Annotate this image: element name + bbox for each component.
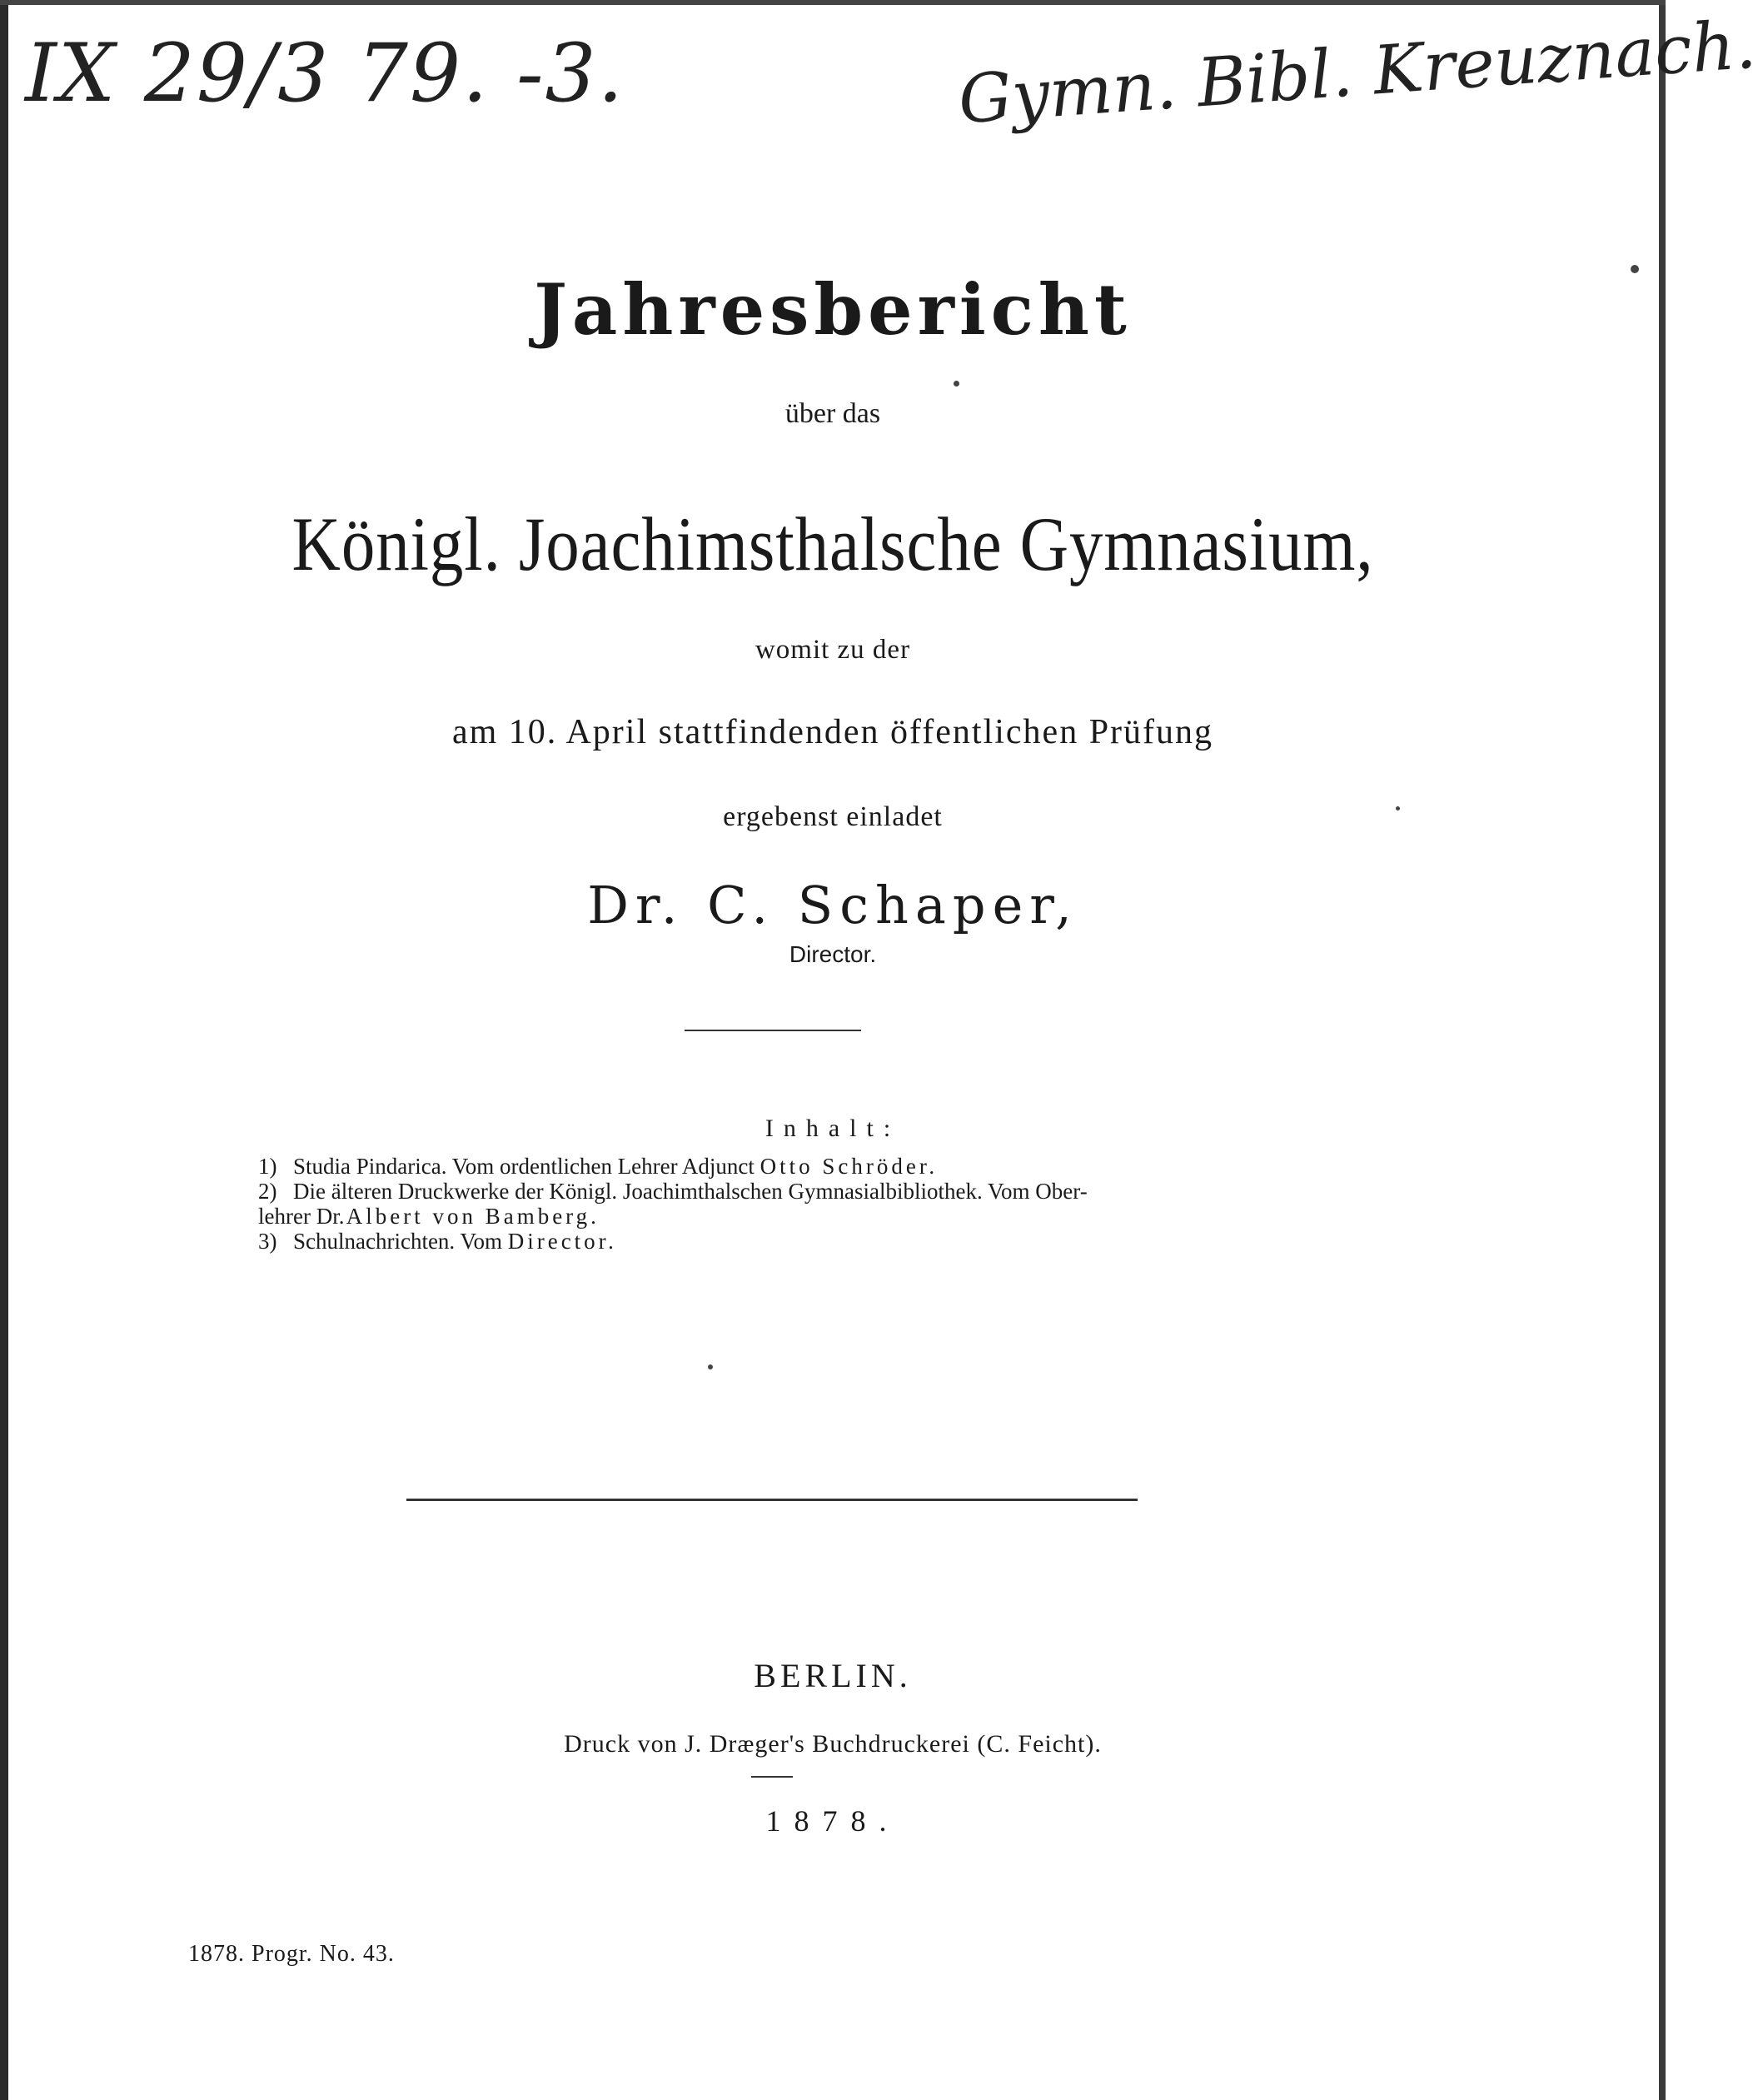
item-number: 1) — [258, 1154, 277, 1179]
imprint-printer: Druck von J. Dræger's Buchdruckerei (C. Feicht). — [564, 1730, 1102, 1758]
item-number: 2) — [258, 1179, 277, 1204]
contents-item — [258, 1229, 1299, 1254]
speck — [1631, 265, 1639, 273]
item-author: Albert von Bamberg. — [346, 1204, 600, 1229]
program-number: 1878. Progr. No. 43. — [188, 1941, 395, 1967]
document-title: Jahresbericht — [534, 268, 1132, 351]
contents-heading: Inhalt: — [764, 1115, 901, 1142]
imprint-city: BERLIN. — [754, 1657, 912, 1694]
institution-name: Königl. Joachimsthalsche Gymnasium, — [291, 501, 1374, 586]
item-author: Otto Schröder. — [759, 1154, 939, 1179]
contents-item-continuation — [258, 1204, 1299, 1229]
contents-item — [258, 1154, 1299, 1179]
item-author: Director. — [507, 1229, 617, 1254]
exam-date-line: am 10. April stattfindenden öffentlichen Prüfung — [451, 713, 1214, 751]
item-number: 3) — [258, 1229, 277, 1254]
invitation-line: ergebenst einladet — [723, 801, 943, 832]
author-name: Dr. C. Schaper, — [587, 875, 1078, 935]
handwritten-shelfmark: IX 29/3 79. -3. — [25, 27, 625, 120]
divider-long — [406, 1499, 1138, 1501]
scan-edge-top — [0, 0, 1666, 5]
subtitle-womit: womit zu der — [754, 635, 911, 665]
item-text: lehrer Dr. — [258, 1204, 345, 1229]
speck — [708, 1364, 713, 1369]
speck — [1396, 806, 1400, 811]
author-title: Director. — [789, 941, 877, 967]
divider-tiny — [751, 1776, 793, 1778]
item-text: Die älteren Druckwerke der Königl. Joachimthalschen Gymnasialbibliothek. Vom Ober- — [293, 1179, 1088, 1204]
divider-short — [685, 1030, 861, 1031]
contents-item — [258, 1179, 1299, 1204]
item-text — [293, 1229, 617, 1254]
contents-list — [258, 1154, 1299, 1254]
item-title: Schulnachrichten. Vom — [293, 1229, 508, 1254]
item-text — [293, 1154, 938, 1179]
subtitle-ueber: über das — [784, 398, 881, 429]
imprint-year: 1878. — [765, 1804, 900, 1838]
handwritten-library-note: Gymn. Bibl. Kreuznach. — [955, 5, 1758, 139]
speck — [954, 381, 959, 387]
item-title: Studia Pindarica. Vom ordentlichen Lehrer Adjunct — [293, 1154, 760, 1179]
